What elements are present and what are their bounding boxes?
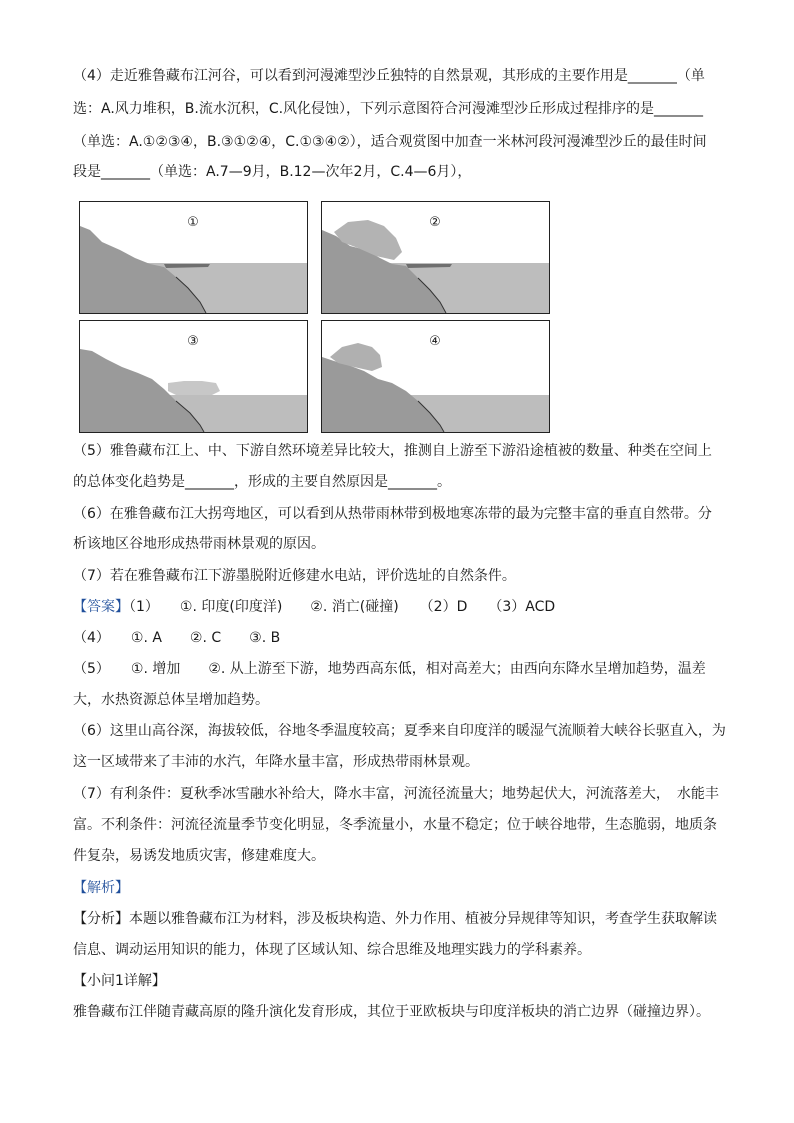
panel-label-2: ② xyxy=(429,215,441,230)
q4-line-3: （单选：A.①②③④，B.③①②④，C.①③④②），适合观赏图中加查一米林河段河漫滩型沙丘的最佳时间 xyxy=(73,134,707,150)
panel-label-4: ④ xyxy=(429,334,441,349)
q6-line-2: 析该地区谷地形成热带雨林景观的原因。 xyxy=(73,536,325,552)
figure-panel-1 xyxy=(79,201,308,314)
answer-4: （4） ①. A ②. C ③. B xyxy=(73,630,281,646)
answer-5-line-1: （5） ①. 增加 ②. 从上游至下游，地势西高东低，相对高差大；由西向东降水呈增加趋势，温差 xyxy=(73,661,706,677)
answer-7-line-2: 富。不利条件：河流径流量季节变化明显，冬季流量小，水量不稳定；位于峡谷地带，生态脆弱，地质条 xyxy=(73,817,717,833)
panel-label-1: ① xyxy=(187,215,199,230)
fenxi-line-1 xyxy=(73,909,717,929)
fenxi-line-2: 信息、调动运用知识的能力，体现了区域认知、综合思维及地理实践力的学科素养。 xyxy=(73,942,591,958)
subquestion-1-text: 雅鲁藏布江伴随青藏高原的隆升演化发育形成，其位于亚欧板块与印度洋板块的消亡边界（碰撞边界）。 xyxy=(73,1004,710,1020)
subquestion-1-tag: 【小问1详解】 xyxy=(73,973,166,989)
q4-line-4: 段是_______（单选：A.7—9月，B.12—次年2月，C.4—6月）， xyxy=(73,164,472,180)
answer-1: （1） ①. 印度(印度洋) ②. 消亡(碰撞) （2）D （3）ACD xyxy=(129,599,556,615)
answer-7-line-3: 件复杂，易诱发地质灾害，修建难度大。 xyxy=(73,848,325,864)
q4-line-1: （4）走近雅鲁藏布江河谷，可以看到河漫滩型沙丘独特的自然景观，其形成的主要作用是_______（单 xyxy=(73,68,705,84)
q6-line-1: （6）在雅鲁藏布江大拐弯地区，可以看到从热带雨林带到极地寒冻带的最为完整丰富的垂直自然带。分 xyxy=(73,506,712,522)
figure-panel-4 xyxy=(321,320,550,433)
answer-line-1 xyxy=(73,597,555,617)
answer-7-line-1: （7）有利条件：夏秋季冰雪融水补给大，降水丰富，河流径流量大；地势起伏大，河流落差大， 水能丰 xyxy=(73,786,719,802)
answer-5-line-2: 大，水热资源总体呈增加趋势。 xyxy=(73,692,269,708)
q4-line-2: 选：A.风力堆积，B.流水沉积，C.风化侵蚀），下列示意图符合河漫滩型沙丘形成过程排序的是_______ xyxy=(73,101,704,117)
q7-line-1: （7）若在雅鲁藏布江下游墨脱附近修建水电站，评价选址的自然条件。 xyxy=(73,568,516,584)
panel-label-3: ③ xyxy=(187,334,199,349)
q5-line-1: （5）雅鲁藏布江上、中、下游自然环境差异比较大，推测自上游至下游沿途植被的数量、种类在空间上 xyxy=(73,443,712,459)
figure-panel-2 xyxy=(321,201,550,314)
q5-line-2: 的总体变化趋势是_______，形成的主要自然原因是_______。 xyxy=(73,474,451,490)
answer-tag: 【答案】 xyxy=(73,599,129,615)
answer-6-line-2: 这一区域带来了丰沛的水汽，年降水量丰富，形成热带雨林景观。 xyxy=(73,754,479,770)
answer-6-line-1: （6）这里山高谷深，海拔较低，谷地冬季温度较高；夏季来自印度洋的暖湿气流顺着大峡谷长驱直入，为 xyxy=(73,723,726,739)
analysis-tag: 【解析】 xyxy=(73,880,129,896)
fenxi-text-1: 本题以雅鲁藏布江为材料，涉及板块构造、外力作用、植被分异规律等知识，考查学生获取解读 xyxy=(129,911,717,927)
figure-panel-3 xyxy=(79,320,308,433)
fenxi-tag: 【分析】 xyxy=(73,911,129,927)
